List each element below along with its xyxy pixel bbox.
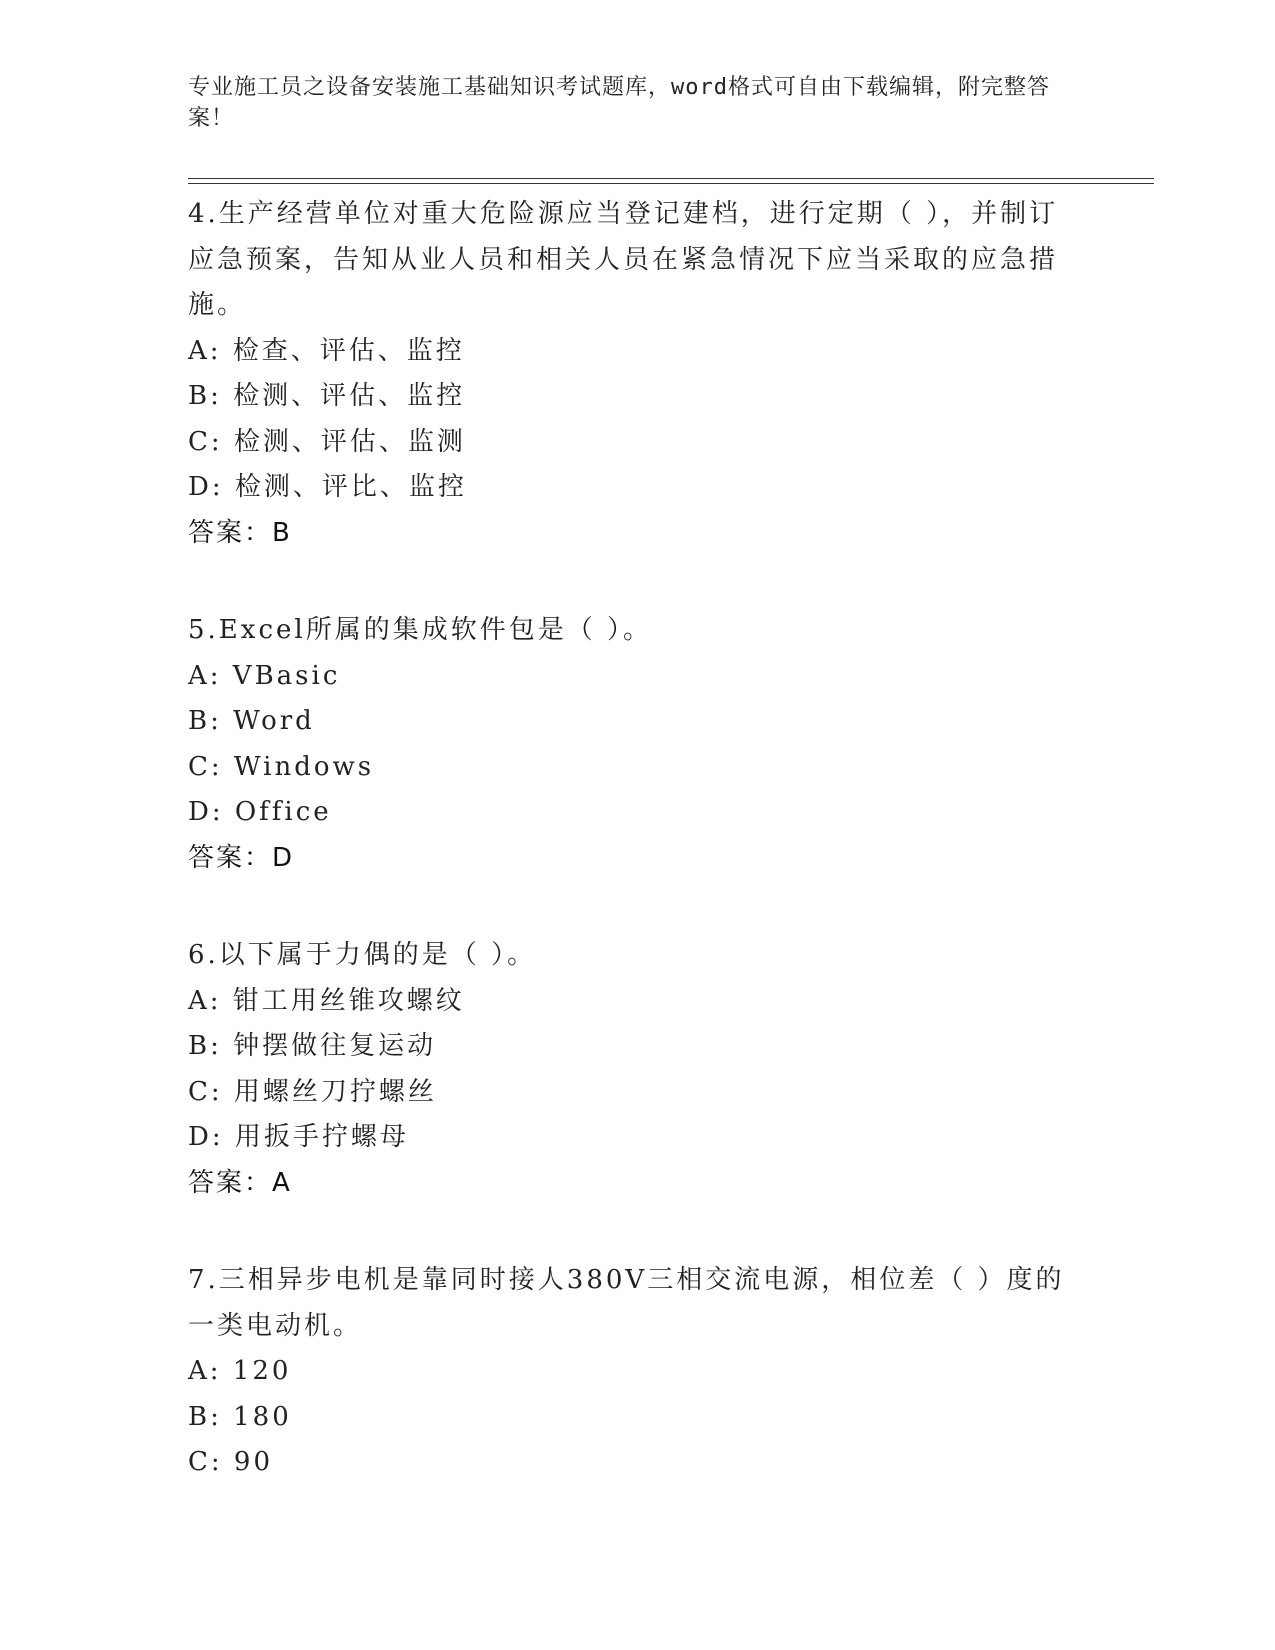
header-divider-line: [188, 178, 1154, 179]
option-a: A: VBasic: [188, 660, 341, 691]
question-4: [188, 192, 1088, 556]
question-7: [188, 1258, 1088, 1486]
option-b: B: 检测、评估、监控: [188, 381, 466, 411]
question-text: 4.生产经营单位对重大危险源应当登记建档，进行定期（ ），并制订应急预案，告知从业人员和相关人员在紧急情况下应当采取的应急措施。: [188, 199, 1059, 320]
document-header: 专业施工员之设备安装施工基础知识考试题库，word格式可自由下载编辑，附完整答案！: [188, 75, 1050, 131]
option-c: C: 用螺丝刀拧螺丝: [188, 1076, 437, 1107]
header-divider-line-second: [188, 183, 1154, 184]
question-6: [188, 933, 1088, 1206]
option-c: C: 90: [188, 1447, 274, 1477]
answer-text: 答案：A: [188, 1167, 292, 1198]
option-b: B: 180: [188, 1401, 292, 1432]
option-c: C: Windows: [188, 751, 375, 782]
option-b: B: 钟摆做往复运动: [188, 1031, 437, 1061]
option-b: B: Word: [188, 706, 315, 736]
option-a: A: 钳工用丝锥攻螺纹: [188, 985, 465, 1016]
question-5: [188, 608, 1088, 881]
question-text: 7.三相异步电机是靠同时接人380V三相交流电源，相位差（ ）度的一类电动机。: [188, 1265, 1065, 1341]
option-d: D: Office: [188, 797, 332, 827]
question-text: 6.以下属于力偶的是（ ）。: [188, 940, 537, 970]
option-d: D: 用扳手拧螺母: [188, 1122, 409, 1152]
option-a: A: 120: [188, 1356, 292, 1386]
option-a: A: 检查、评估、监控: [188, 335, 465, 366]
option-d: D: 检测、评比、监控: [188, 472, 467, 502]
answer-text: 答案：B: [188, 517, 292, 548]
question-list: [188, 192, 1088, 1538]
option-c: C: 检测、评估、监测: [188, 426, 466, 457]
answer-text: 答案：D: [188, 842, 295, 873]
question-text: 5.Excel所属的集成软件包是（ ）。: [188, 615, 652, 645]
